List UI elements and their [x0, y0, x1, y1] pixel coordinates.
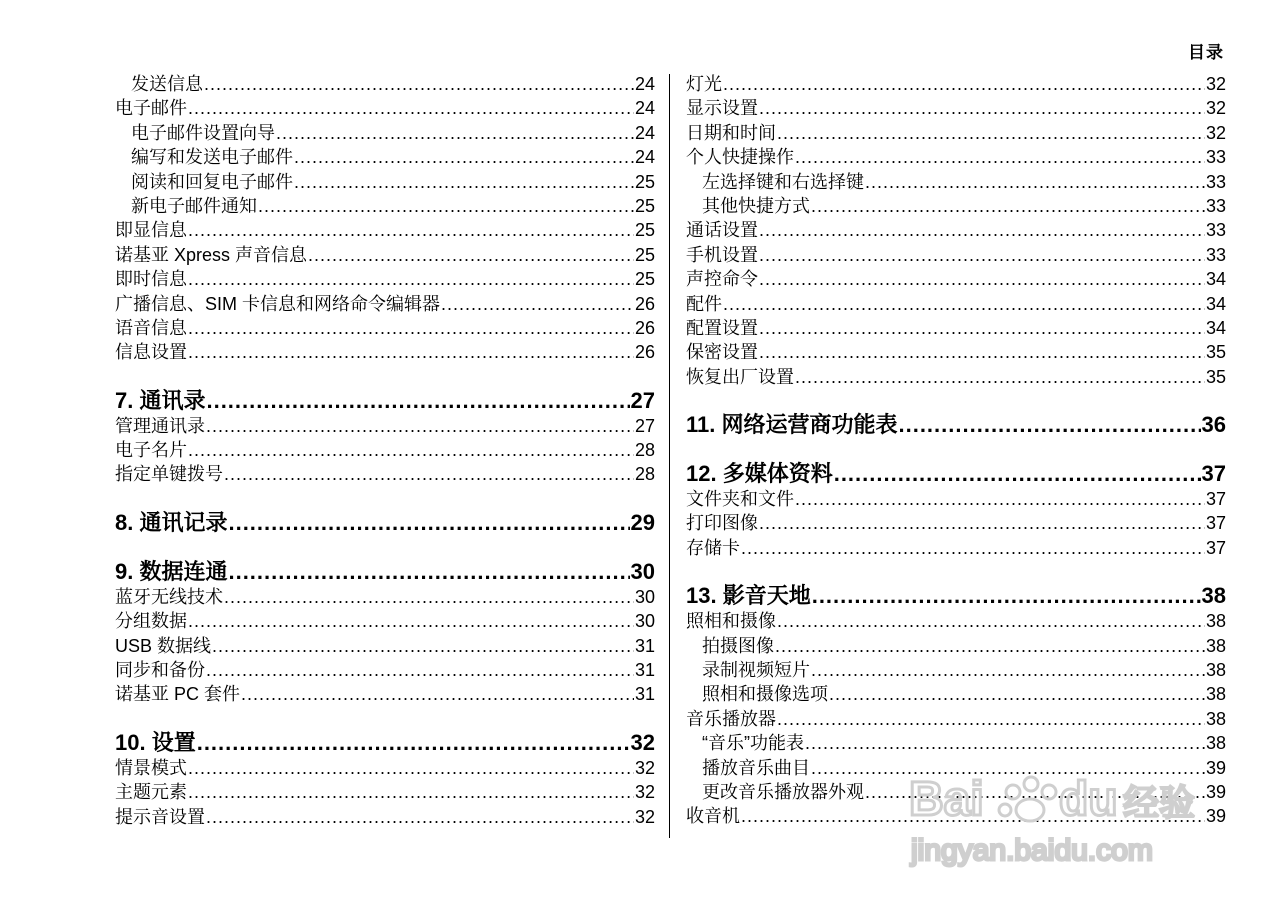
toc-page-number: 25 [634, 269, 655, 290]
toc-dot-leader [206, 388, 629, 414]
toc-dot-leader [308, 243, 634, 267]
toc-dot-leader [188, 438, 634, 462]
toc-entry[interactable] [115, 218, 655, 242]
toc-dot-leader [759, 243, 1205, 267]
toc-page-number: 32 [630, 729, 655, 755]
toc-entry-title: 即显信息 [115, 220, 187, 241]
toc-page-number: 35 [1205, 366, 1226, 387]
toc-entry-title: 配件 [686, 293, 722, 314]
toc-entry-title: 语音信息 [115, 317, 187, 338]
toc-subentry[interactable] [686, 170, 1226, 194]
toc-dot-leader [224, 585, 634, 609]
toc-entry[interactable] [115, 634, 655, 658]
toc-dot-leader [811, 194, 1205, 218]
toc-dot-leader [898, 412, 1200, 438]
toc-column-left [115, 72, 655, 829]
column-divider [669, 74, 670, 838]
toc-page-number: 38 [1205, 660, 1226, 681]
toc-entry[interactable] [686, 72, 1226, 96]
toc-entry[interactable] [686, 609, 1226, 633]
toc-entry-title: 指定单键拨号 [115, 464, 223, 485]
toc-subentry[interactable] [686, 634, 1226, 658]
toc-dot-leader [759, 218, 1205, 242]
toc-page-number: 24 [634, 147, 655, 168]
toc-entry-title: 同步和备份 [115, 660, 205, 681]
toc-page-number: 26 [634, 342, 655, 363]
toc-entry[interactable] [115, 292, 655, 316]
page-header-title: 目录 [1188, 43, 1224, 62]
toc-page-number: 32 [634, 757, 655, 778]
toc-dot-leader [294, 145, 634, 169]
svg-text:经验: 经验 [1123, 783, 1196, 824]
toc-entry-title: 灯光 [686, 74, 722, 94]
toc-entry[interactable] [115, 658, 655, 682]
svg-text:Bai: Bai [909, 773, 984, 826]
toc-entry-title: 更改音乐播放器外观 [702, 781, 864, 802]
toc-column-right [686, 72, 1226, 829]
toc-page-number: 38 [1205, 684, 1226, 705]
toc-entry-title: 声控命令 [686, 269, 758, 290]
toc-entry[interactable] [686, 96, 1226, 120]
toc-entry-title: 新电子邮件通知 [131, 195, 257, 216]
toc-entry-title: 阅读和回复电子邮件 [131, 171, 293, 192]
toc-dot-leader [865, 170, 1205, 194]
toc-subentry[interactable] [686, 194, 1226, 218]
toc-dot-leader [741, 536, 1205, 560]
toc-subentry[interactable] [686, 658, 1226, 682]
toc-entry-title: 存储卡 [686, 537, 740, 558]
toc-page-number: 26 [634, 317, 655, 338]
toc-page-number: 38 [1205, 708, 1226, 729]
toc-entry-title: 管理通讯录 [115, 415, 205, 436]
toc-dot-leader [188, 218, 634, 242]
toc-page-number: 30 [630, 558, 655, 584]
svg-text:jingyan.baidu.com: jingyan.baidu.com [911, 834, 1153, 867]
toc-dot-leader [206, 805, 634, 829]
toc-dot-leader [723, 292, 1205, 316]
toc-entry-title: 录制视频短片 [702, 660, 810, 681]
toc-entry-title: 信息设置 [115, 342, 187, 363]
toc-page-number: 28 [634, 440, 655, 461]
toc-subentry[interactable] [115, 194, 655, 218]
toc-subentry[interactable] [686, 756, 1226, 780]
toc-entry[interactable] [686, 487, 1226, 511]
toc-entry-title: 分组数据 [115, 611, 187, 632]
toc-entry-title: 12. 多媒体资料 [686, 461, 833, 487]
toc-entry[interactable] [115, 243, 655, 267]
toc-entry-title: 通话设置 [686, 220, 758, 241]
toc-entry-title: 照相和摄像选项 [702, 684, 828, 705]
toc-dot-leader [188, 267, 634, 291]
toc-dot-leader [829, 682, 1205, 706]
toc-entry-title: “音乐”功能表 [702, 733, 804, 754]
toc-chapter-entry[interactable] [686, 461, 1226, 487]
toc-page-number: 39 [1205, 806, 1226, 827]
toc-chapter-entry[interactable] [115, 730, 655, 756]
toc-dot-leader [188, 780, 634, 804]
toc-entry[interactable] [115, 805, 655, 829]
toc-entry[interactable] [686, 536, 1226, 560]
toc-dot-leader [212, 634, 634, 658]
toc-page-number: 27 [634, 415, 655, 436]
toc-dot-leader [759, 267, 1205, 291]
toc-entry-title: 显示设置 [686, 98, 758, 119]
toc-chapter-entry[interactable] [115, 510, 655, 536]
toc-page-number: 38 [1205, 635, 1226, 656]
toc-chapter-entry[interactable] [686, 583, 1226, 609]
toc-page-number: 38 [1205, 611, 1226, 632]
toc-entry[interactable] [686, 316, 1226, 340]
toc-entry[interactable] [686, 340, 1226, 364]
toc-dot-leader [206, 658, 634, 682]
toc-page-number: 33 [1205, 244, 1226, 265]
toc-entry-title: 日期和时间 [686, 122, 776, 143]
toc-page-number: 38 [1201, 583, 1226, 609]
toc-page-number: 33 [1205, 195, 1226, 216]
toc-dot-leader [441, 292, 634, 316]
toc-dot-leader [188, 316, 634, 340]
toc-entry-title: 个人快捷操作 [686, 147, 794, 168]
toc-page-number: 34 [1205, 317, 1226, 338]
toc-entry-title: 诺基亚 Xpress 声音信息 [115, 244, 308, 265]
toc-entry-title: 广播信息、SIM 卡信息和网络命令编辑器 [115, 293, 441, 314]
toc-page-number: 31 [634, 660, 655, 681]
toc-entry[interactable] [686, 804, 1226, 828]
toc-dot-leader [206, 414, 634, 438]
toc-dot-leader [723, 72, 1205, 96]
toc-dot-leader [294, 170, 634, 194]
toc-entry-title: 打印图像 [686, 513, 758, 534]
toc-entry[interactable] [115, 316, 655, 340]
toc-entry[interactable] [686, 218, 1226, 242]
toc-entry[interactable] [115, 438, 655, 462]
toc-subentry[interactable] [115, 170, 655, 194]
toc-dot-leader [228, 510, 629, 536]
toc-page-number: 25 [634, 195, 655, 216]
toc-dot-leader [775, 634, 1205, 658]
toc-dot-leader [812, 583, 1201, 609]
toc-entry[interactable] [686, 292, 1226, 316]
toc-dot-leader [188, 756, 634, 780]
toc-entry[interactable] [115, 340, 655, 364]
toc-subentry[interactable] [115, 121, 655, 145]
toc-page-number: 27 [630, 387, 655, 413]
toc-page-number: 24 [634, 98, 655, 119]
toc-subentry[interactable] [115, 72, 655, 96]
toc-page-number: 31 [634, 684, 655, 705]
toc-entry[interactable] [686, 707, 1226, 731]
toc-dot-leader [204, 72, 634, 96]
toc-page-number: 39 [1205, 781, 1226, 802]
toc-page-number: 37 [1205, 489, 1226, 510]
toc-entry-title: 配置设置 [686, 317, 758, 338]
toc-dot-leader [777, 121, 1205, 145]
toc-dot-leader [188, 340, 634, 364]
toc-subentry[interactable] [686, 682, 1226, 706]
toc-entry[interactable] [115, 96, 655, 120]
toc-dot-leader [759, 316, 1205, 340]
toc-entry-title: 10. 设置 [115, 729, 196, 755]
toc-entry[interactable] [115, 609, 655, 633]
toc-entry-title: 播放音乐曲目 [702, 757, 810, 778]
toc-entry-title: 情景模式 [115, 757, 187, 778]
toc-page-number: 38 [1205, 733, 1226, 754]
toc-page-number: 32 [1205, 98, 1226, 119]
toc-page-number: 24 [634, 122, 655, 143]
toc-entry[interactable] [115, 682, 655, 706]
toc-entry-title: 编写和发送电子邮件 [131, 147, 293, 168]
toc-dot-leader [188, 609, 634, 633]
toc-page-number: 32 [634, 806, 655, 827]
toc-page-number: 37 [1205, 537, 1226, 558]
toc-entry-title: 蓝牙无线技术 [115, 586, 223, 607]
toc-chapter-entry[interactable] [115, 559, 655, 585]
toc-entry-title: 电子名片 [115, 440, 187, 461]
toc-entry-title: 13. 影音天地 [686, 583, 811, 609]
toc-entry-title: 发送信息 [131, 74, 203, 94]
toc-dot-leader [795, 365, 1205, 389]
toc-entry-title: 诺基亚 PC 套件 [115, 684, 241, 705]
toc-subentry[interactable] [115, 145, 655, 169]
toc-entry-title: 保密设置 [686, 342, 758, 363]
toc-dot-leader [811, 658, 1205, 682]
toc-dot-leader [759, 340, 1205, 364]
toc-entry[interactable] [686, 511, 1226, 535]
toc-page-number: 24 [634, 74, 655, 94]
toc-dot-leader [805, 731, 1205, 755]
toc-subentry[interactable] [686, 780, 1226, 804]
toc-dot-leader [197, 730, 630, 756]
toc-entry-title: 7. 通讯录 [115, 387, 206, 413]
toc-entry-title: USB 数据线 [115, 635, 212, 656]
toc-entry[interactable] [686, 365, 1226, 389]
toc-page-number: 37 [1201, 461, 1226, 487]
toc-dot-leader [224, 462, 634, 486]
toc-page-number: 33 [1205, 171, 1226, 192]
toc-dot-leader [276, 121, 634, 145]
toc-page-number: 35 [1205, 342, 1226, 363]
toc-page-number: 37 [1205, 513, 1226, 534]
toc-dot-leader [741, 804, 1205, 828]
toc-entry-title: 音乐播放器 [686, 708, 776, 729]
toc-page-number: 26 [634, 293, 655, 314]
toc-page-number: 39 [1205, 757, 1226, 778]
toc-page-number: 25 [634, 171, 655, 192]
toc-page-number: 33 [1205, 220, 1226, 241]
toc-page-number: 34 [1205, 293, 1226, 314]
toc-entry-title: 其他快捷方式 [702, 195, 810, 216]
toc-dot-leader [759, 511, 1205, 535]
toc-page-number: 32 [1205, 122, 1226, 143]
toc-entry-title: 即时信息 [115, 269, 187, 290]
toc-entry-title: 左选择键和右选择键 [702, 171, 864, 192]
toc-entry-title: 拍摄图像 [702, 635, 774, 656]
toc-entry-title: 文件夹和文件 [686, 489, 794, 510]
toc-entry-title: 9. 数据连通 [115, 558, 228, 584]
toc-page-number: 33 [1205, 147, 1226, 168]
toc-dot-leader [795, 487, 1205, 511]
toc-page-number: 28 [634, 464, 655, 485]
toc-entry-title: 提示音设置 [115, 806, 205, 827]
toc-subentry[interactable] [686, 731, 1226, 755]
toc-page-number: 25 [634, 244, 655, 265]
toc-entry[interactable] [686, 121, 1226, 145]
toc-dot-leader [777, 707, 1205, 731]
toc-dot-leader [258, 194, 634, 218]
toc-entry[interactable] [115, 267, 655, 291]
toc-dot-leader [241, 682, 634, 706]
toc-page-number: 36 [1201, 412, 1226, 438]
toc-entry[interactable] [686, 145, 1226, 169]
toc-entry-title: 收音机 [686, 806, 740, 827]
toc-dot-leader [228, 559, 629, 585]
toc-entry[interactable] [115, 462, 655, 486]
toc-page-number: 31 [634, 635, 655, 656]
toc-entry-title: 8. 通讯记录 [115, 509, 228, 535]
toc-page-number: 25 [634, 220, 655, 241]
toc-page-number: 30 [634, 611, 655, 632]
toc-entry-title: 主题元素 [115, 782, 187, 803]
toc-chapter-entry[interactable] [115, 388, 655, 414]
toc-dot-leader [811, 756, 1205, 780]
toc-page-number: 30 [634, 586, 655, 607]
toc-page-number: 29 [630, 509, 655, 535]
toc-page-number: 32 [634, 782, 655, 803]
toc-entry-title: 电子邮件设置向导 [131, 122, 275, 143]
toc-dot-leader [188, 96, 634, 120]
toc-entry-title: 手机设置 [686, 244, 758, 265]
toc-entry[interactable] [686, 243, 1226, 267]
toc-page-number: 34 [1205, 269, 1226, 290]
toc-page-number: 32 [1205, 74, 1226, 94]
toc-dot-leader [795, 145, 1205, 169]
toc-dot-leader [834, 461, 1201, 487]
toc-entry[interactable] [115, 585, 655, 609]
toc-entry-title: 11. 网络运营商功能表 [686, 412, 898, 438]
toc-entry[interactable] [115, 414, 655, 438]
toc-chapter-entry[interactable] [686, 412, 1226, 438]
toc-entry[interactable] [115, 780, 655, 804]
toc-entry-title: 电子邮件 [115, 98, 187, 119]
toc-dot-leader [777, 609, 1205, 633]
toc-entry-title: 照相和摄像 [686, 611, 776, 632]
toc-entry[interactable] [115, 756, 655, 780]
toc-entry[interactable] [686, 267, 1226, 291]
svg-text:du: du [1059, 773, 1118, 826]
toc-entry-title: 恢复出厂设置 [686, 366, 794, 387]
toc-dot-leader [759, 96, 1205, 120]
toc-dot-leader [865, 780, 1205, 804]
